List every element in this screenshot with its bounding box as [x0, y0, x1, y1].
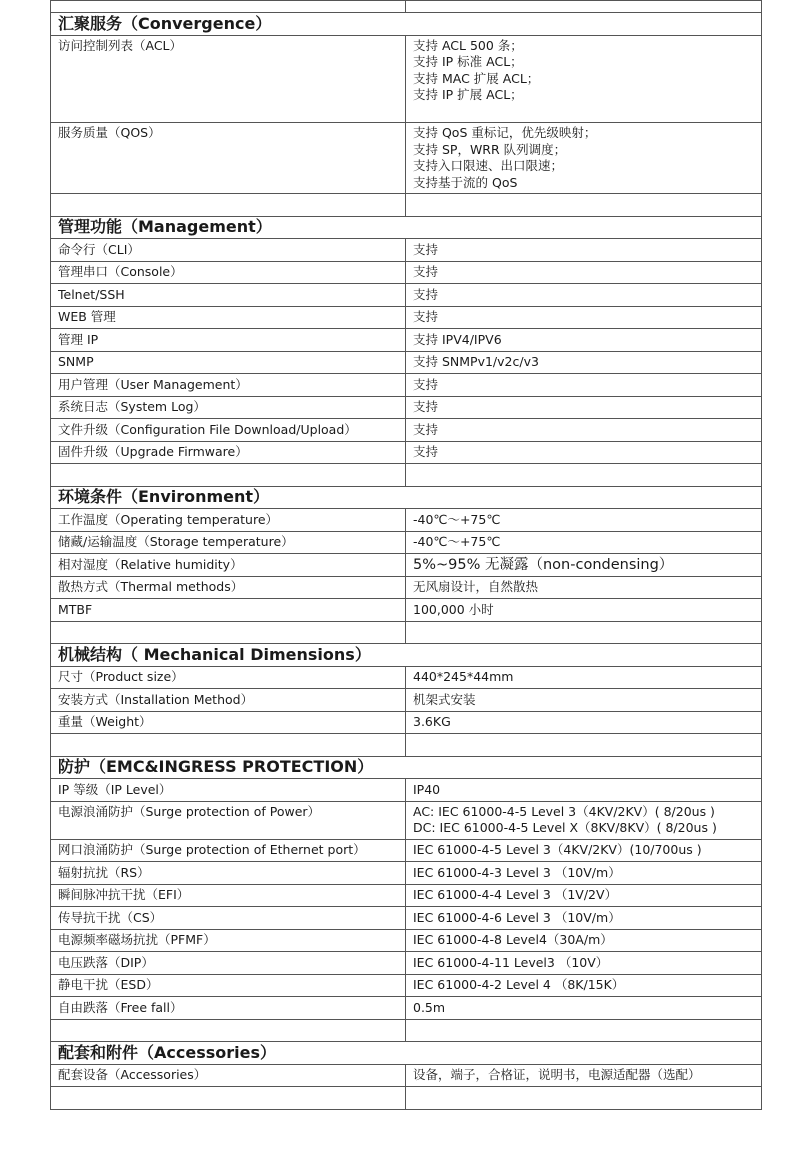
spec-value-line: 支持 QoS 重标记，优先级映射； [413, 125, 597, 140]
section-header-protection [51, 756, 762, 779]
spacer-cell-right [406, 194, 762, 217]
spec-row [51, 239, 762, 262]
spec-value-line: DC: IEC 61000-4-5 Level X（8KV/8KV）( 8/20us ) [413, 820, 717, 835]
spec-value: IP40 [406, 779, 762, 802]
spec-label: 用户管理（User Management） [51, 374, 406, 397]
spec-value: 无风扇设计，自然散热 [406, 576, 762, 599]
spec-value: 0.5m [406, 997, 762, 1020]
spec-value: 机架式安装 [406, 689, 762, 712]
spec-row [51, 599, 762, 622]
spec-label: 静电干扰（ESD） [51, 974, 406, 997]
spec-value: IEC 61000-4-5 Level 3（4KV/2KV）(10/700us ) [406, 839, 762, 862]
spacer-cell-left [51, 194, 406, 217]
spec-value: IEC 61000-4-2 Level 4 （8K/15K） [406, 974, 762, 997]
spec-row [51, 329, 762, 352]
spec-row [51, 839, 762, 862]
spec-value: 支持 [406, 239, 762, 262]
spec-label: 相对湿度（Relative humidity） [51, 554, 406, 577]
spec-value-line: 支持 IP 扩展 ACL； [413, 87, 523, 102]
spec-label: 固件升级（Upgrade Firmware） [51, 441, 406, 464]
spec-label: 命令行（CLI） [51, 239, 406, 262]
spec-row [51, 689, 762, 712]
spec-row [51, 974, 762, 997]
spec-value: 支持 [406, 261, 762, 284]
spec-value: IEC 61000-4-4 Level 3 （1V/2V） [406, 884, 762, 907]
spec-row [51, 441, 762, 464]
spec-label: 电压跌落（DIP） [51, 952, 406, 975]
spec-row [51, 554, 762, 577]
spacer-row [51, 1019, 762, 1042]
section-title: 机械结构（ Mechanical Dimensions） [51, 644, 762, 667]
spec-label: 自由跌落（Free fall） [51, 997, 406, 1020]
spacer-cell-left [51, 1, 406, 13]
section-title: 环境条件（Environment） [51, 486, 762, 509]
spec-value: 支持 [406, 306, 762, 329]
spec-label: 配套设备（Accessories） [51, 1064, 406, 1087]
spacer-row [51, 621, 762, 644]
spec-row [51, 509, 762, 532]
spec-row [51, 35, 762, 123]
spec-sheet [50, 0, 761, 1110]
spec-value-line: 支持 MAC 扩展 ACL； [413, 70, 540, 86]
spec-value: 支持 [406, 396, 762, 419]
spec-label: 访问控制列表（ACL） [51, 35, 406, 123]
spec-value: 支持 SNMPv1/v2c/v3 [406, 351, 762, 374]
spacer-cell-right [406, 734, 762, 757]
spec-value: IEC 61000-4-8 Level4（30A/m） [406, 929, 762, 952]
spec-label: 瞬间脉冲抗干扰（EFI） [51, 884, 406, 907]
spec-label: 尺寸（Product size） [51, 666, 406, 689]
spec-row [51, 419, 762, 442]
spec-value-line: 支持 SP，WRR 队列调度； [413, 141, 567, 157]
spec-label: MTBF [51, 599, 406, 622]
spacer-cell-left [51, 621, 406, 644]
spec-table [50, 0, 762, 1110]
section-header-convergence [51, 13, 762, 36]
spec-label: 储藏/运输温度（Storage temperature） [51, 531, 406, 554]
spec-value [406, 801, 762, 839]
spec-row [51, 284, 762, 307]
spec-label: 传导抗干扰（CS） [51, 907, 406, 930]
spacer-row [51, 464, 762, 487]
spec-value: 支持 IPV4/IPV6 [406, 329, 762, 352]
spec-label: 管理串口（Console） [51, 261, 406, 284]
spec-label: 工作温度（Operating temperature） [51, 509, 406, 532]
spacer-cell-left [51, 1019, 406, 1042]
spacer-cell-right [406, 464, 762, 487]
spec-label: Telnet/SSH [51, 284, 406, 307]
section-title: 管理功能（Management） [51, 216, 762, 239]
spec-row [51, 261, 762, 284]
spec-value: 100,000 小时 [406, 599, 762, 622]
spec-label: 重量（Weight） [51, 711, 406, 734]
spacer-row [51, 194, 762, 217]
spec-label: 网口浪涌防护（Surge protection of Ethernet port） [51, 839, 406, 862]
spec-value: -40℃～+75℃ [406, 531, 762, 554]
section-title: 汇聚服务（Convergence） [51, 13, 762, 36]
spec-value: -40℃～+75℃ [406, 509, 762, 532]
spec-row [51, 531, 762, 554]
spec-row [51, 306, 762, 329]
spec-row [51, 801, 762, 839]
spec-row [51, 123, 762, 194]
spec-label: 电源浪涌防护（Surge protection of Power） [51, 801, 406, 839]
spec-row [51, 374, 762, 397]
spacer-cell-left [51, 734, 406, 757]
spec-row [51, 929, 762, 952]
spacer-cell-left [51, 1087, 406, 1110]
spec-label: 文件升级（Configuration File Download/Upload） [51, 419, 406, 442]
spec-label: 安装方式（Installation Method） [51, 689, 406, 712]
spec-row [51, 711, 762, 734]
spec-row [51, 952, 762, 975]
spec-value: 440*245*44mm [406, 666, 762, 689]
section-header-environment [51, 486, 762, 509]
section-header-mechanical [51, 644, 762, 667]
spec-label: 管理 IP [51, 329, 406, 352]
section-header-accessories [51, 1042, 762, 1065]
spec-label: 散热方式（Thermal methods） [51, 576, 406, 599]
spec-row [51, 576, 762, 599]
spec-row [51, 666, 762, 689]
spec-value: 3.6KG [406, 711, 762, 734]
spec-row [51, 1064, 762, 1087]
spec-value: IEC 61000-4-11 Level3 （10V） [406, 952, 762, 975]
spec-row [51, 884, 762, 907]
spec-label: 电源频率磁场抗扰（PFMF） [51, 929, 406, 952]
spec-label: WEB 管理 [51, 306, 406, 329]
spacer-cell-left [51, 464, 406, 487]
spec-value [406, 35, 762, 123]
spec-value: 设备，端子，合格证，说明书，电源适配器（选配） [406, 1064, 762, 1087]
spec-value-line: 支持 ACL 500 条； [413, 37, 523, 53]
section-title: 配套和附件（Accessories） [51, 1042, 762, 1065]
spec-value: 支持 [406, 284, 762, 307]
spec-value-line: 支持基于流的 QoS [413, 174, 518, 190]
spec-value: IEC 61000-4-3 Level 3 （10V/m） [406, 862, 762, 885]
spec-row [51, 396, 762, 419]
spec-row [51, 862, 762, 885]
spec-label: IP 等级（IP Level） [51, 779, 406, 802]
spec-value: 支持 [406, 374, 762, 397]
spec-row [51, 997, 762, 1020]
spec-row [51, 351, 762, 374]
spec-row [51, 779, 762, 802]
spec-value-line: 支持入口限速、出口限速； [413, 158, 564, 173]
spec-value-line: 支持 IP 标准 ACL； [413, 54, 523, 69]
spec-table-body [51, 1, 762, 1110]
spacer-cell-right [406, 1019, 762, 1042]
spacer-line [413, 104, 761, 121]
spec-value: IEC 61000-4-6 Level 3 （10V/m） [406, 907, 762, 930]
spec-label: 系统日志（System Log） [51, 396, 406, 419]
spec-label: 辐射抗扰（RS） [51, 862, 406, 885]
spec-value [406, 123, 762, 194]
spacer-row [51, 1, 762, 13]
spec-label: 服务质量（QOS） [51, 123, 406, 194]
spec-label: SNMP [51, 351, 406, 374]
spec-row [51, 907, 762, 930]
spacer-row [51, 734, 762, 757]
spacer-cell-right [406, 1, 762, 13]
spec-value-line: AC: IEC 61000-4-5 Level 3（4KV/2KV）( 8/20us ) [413, 803, 715, 819]
spacer-cell-right [406, 621, 762, 644]
section-header-management [51, 216, 762, 239]
spacer-row [51, 1087, 762, 1110]
spec-value: 支持 [406, 441, 762, 464]
spec-value: 支持 [406, 419, 762, 442]
spec-value: 5%~95% 无凝露（non-condensing） [406, 554, 762, 577]
section-title: 防护（EMC&INGRESS PROTECTION） [51, 756, 762, 779]
spacer-cell-right [406, 1087, 762, 1110]
